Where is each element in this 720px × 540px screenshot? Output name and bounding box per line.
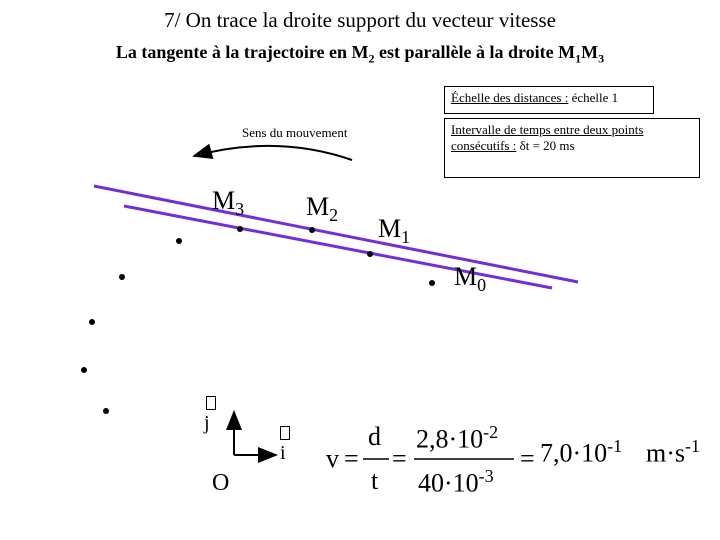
origin-label: O <box>212 470 230 496</box>
formula-eq-1: = <box>344 444 359 473</box>
scale-value: échelle 1 <box>568 90 619 105</box>
formula-eq-3: = <box>520 444 535 473</box>
point-m2 <box>309 227 315 233</box>
subtitle-end: M <box>581 42 599 62</box>
trajectory-point <box>176 238 182 244</box>
formula-d: d <box>368 422 381 451</box>
label-m2: $M_2$ <box>306 192 339 226</box>
subtitle-sub-3: 3 <box>598 51 605 66</box>
trajectory-point <box>89 319 95 325</box>
trajectory-point <box>119 274 125 280</box>
subtitle-sub-2: 1 <box>575 51 582 66</box>
point-m0 <box>429 280 435 286</box>
axis-label-i: i <box>280 442 286 464</box>
trajectory-point <box>81 367 87 373</box>
scale-label: Échelle des distances : <box>451 90 569 105</box>
formula-t: t <box>371 466 379 495</box>
formula-denominator: $40\cdot 10^{-3}$ <box>418 466 494 498</box>
interval-label: Intervalle de temps entre deux points consécutifs : <box>451 122 644 153</box>
axis-label-j: j <box>204 412 210 434</box>
point-m3 <box>237 226 243 232</box>
subtitle-sub-1: 2 <box>368 51 375 66</box>
vector-glyph-box-i <box>280 426 290 440</box>
vector-glyph-box-j <box>206 396 216 410</box>
formula-unit: $m\cdot s^{-1}$ <box>646 436 700 468</box>
label-m3: $M_3$ <box>212 186 245 220</box>
formula-result: $7,0\cdot 10^{-1}$ <box>540 436 623 468</box>
interval-value: δt = 20 ms <box>516 138 575 153</box>
trajectory-point <box>103 408 109 414</box>
page-title: 7/ On trace la droite support du vecteur vitesse <box>164 8 556 32</box>
formula-v: v <box>326 444 339 473</box>
formula-numerator: $2,8\cdot 10^{-2}$ <box>416 422 499 454</box>
direction-label: Sens du mouvement <box>242 125 348 140</box>
arrow-curved-icon <box>194 146 352 160</box>
subtitle-text: La tangente à la trajectoire en M <box>115 42 369 62</box>
formula-eq-2: = <box>392 444 407 473</box>
label-m1: $M_1$ <box>378 214 411 248</box>
subtitle-mid: est parallèle à la droite M <box>374 42 576 62</box>
point-m1 <box>367 251 373 257</box>
label-m0: $M_0$ <box>454 262 487 296</box>
